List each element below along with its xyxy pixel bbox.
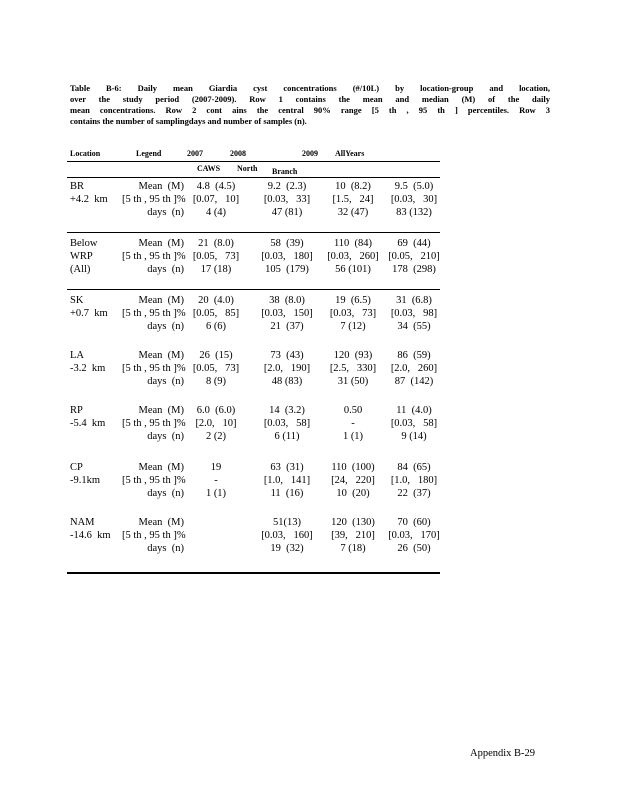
cell-y2008: 19 (32) — [270, 543, 304, 554]
cell-y2009: [1.5, 24] — [332, 194, 374, 205]
cell-y2009: 120 (130) — [331, 517, 375, 528]
cell-loc: -14.6 km — [70, 530, 111, 541]
cell-all: 34 (55) — [397, 321, 431, 332]
cell-y2009: 56 (101) — [335, 264, 371, 275]
cell-legend: Mean (M) — [138, 295, 184, 306]
cell-y2007: 21 (8.0) — [198, 238, 234, 249]
cell-y2007: - — [214, 475, 218, 486]
cell-y2007: 26 (15) — [199, 350, 233, 361]
cell-all: 70 (60) — [397, 517, 431, 528]
cell-legend: Mean (M) — [138, 350, 184, 361]
subheader-caws: CAWS — [197, 164, 221, 173]
cell-all: 69 (44) — [397, 238, 431, 249]
cell-legend: days (n) — [147, 488, 184, 499]
cell-y2009: 0.50 — [343, 405, 363, 416]
cell-y2008: 38 (8.0) — [269, 295, 305, 306]
cell-legend: days (n) — [147, 321, 184, 332]
cell-legend: Mean (M) — [138, 181, 184, 192]
column-header-row — [70, 149, 440, 161]
cell-loc: -3.2 km — [70, 363, 106, 374]
cell-all: 11 (4.0) — [396, 405, 432, 416]
table-bottom-rule — [67, 572, 440, 574]
cell-y2009: 31 (50) — [337, 376, 369, 387]
cell-y2009: 7 (18) — [340, 543, 366, 554]
group-subheader — [70, 164, 440, 176]
cell-y2007: 6.0 (6.0) — [196, 405, 236, 416]
cell-y2007: [0.05, 73] — [192, 363, 240, 374]
cell-y2007: 8 (9) — [205, 376, 227, 387]
cell-y2008: 14 (3.2) — [269, 405, 305, 416]
cell-y2007: 1 (1) — [205, 488, 227, 499]
caption-line: contains the number of samplingdays and number of samples (n). — [70, 116, 307, 126]
subheader-rule — [67, 177, 440, 178]
cell-loc: -9.1km — [70, 475, 101, 486]
cell-y2008: 11 (16) — [270, 488, 304, 499]
cell-y2009: [2.5, 330] — [329, 363, 377, 374]
cell-y2008: [1.0, 141] — [263, 475, 311, 486]
cell-legend: Mean (M) — [138, 405, 184, 416]
group-rule — [67, 289, 440, 290]
cell-y2007: [0.05, 73] — [192, 251, 240, 262]
cell-all: 22 (37) — [397, 488, 431, 499]
cell-loc: LA — [70, 350, 84, 361]
cell-y2007: 6 (6) — [205, 321, 227, 332]
cell-y2009: 120 (93) — [333, 350, 373, 361]
cell-y2007: 4.8 (4.5) — [196, 181, 236, 192]
cell-y2009: 7 (12) — [340, 321, 366, 332]
cell-y2009: 10 (8.2) — [335, 181, 371, 192]
header-2007: 2007 — [187, 149, 203, 158]
cell-legend: days (n) — [147, 376, 184, 387]
cell-all: 9 (14) — [401, 431, 427, 442]
cell-legend: [5 th , 95 th ]% — [122, 194, 186, 205]
cell-y2009: [0.03, 73] — [329, 308, 377, 319]
cell-legend: [5 th , 95 th ]% — [122, 475, 186, 486]
cell-all: [1.0, 180] — [390, 475, 438, 486]
cell-loc: CP — [70, 462, 83, 473]
cell-loc: NAM — [70, 517, 95, 528]
cell-y2008: [2.0, 190] — [263, 363, 311, 374]
cell-y2009: [39, 210] — [331, 530, 375, 541]
cell-all: [0.05, 210] — [388, 251, 440, 262]
header-legend: Legend — [136, 149, 162, 158]
subheader-branch: Branch — [272, 167, 298, 176]
cell-y2008: [0.03, 150] — [261, 308, 313, 319]
cell-y2007: 17 (18) — [200, 264, 232, 275]
cell-y2008: 48 (83) — [271, 376, 303, 387]
caption-line: Table B-6: Daily mean Giardia cyst concentrations (#/10L) by location-group and location, — [70, 83, 550, 93]
cell-legend: [5 th , 95 th ]% — [122, 530, 186, 541]
cell-loc: +0.7 km — [70, 308, 108, 319]
cell-y2007: [2.0, 10] — [195, 418, 237, 429]
cell-legend: [5 th , 95 th ]% — [122, 363, 186, 374]
header-rule — [67, 161, 440, 162]
cell-all: [0.03, 98] — [390, 308, 438, 319]
header-2009: 2009 — [302, 149, 318, 158]
cell-y2009: 110 (100) — [331, 462, 375, 473]
cell-loc: WRP — [70, 251, 93, 262]
cell-y2007: [0.07, 10] — [192, 194, 240, 205]
cell-all: 31 (6.8) — [396, 295, 432, 306]
cell-y2009: 1 (1) — [342, 431, 364, 442]
cell-y2007: [0.05, 85] — [192, 308, 240, 319]
cell-y2009: 10 (20) — [336, 488, 370, 499]
caption-line: over the study period (2007-2009). Row 1 contains the mean and median (M) of the daily — [70, 94, 550, 104]
page-footer: Appendix B-29 — [470, 748, 536, 759]
cell-all: [0.03, 58] — [390, 418, 438, 429]
cell-all: 178 (298) — [392, 264, 436, 275]
cell-legend: Mean (M) — [138, 238, 184, 249]
cell-y2008: 6 (11) — [274, 431, 300, 442]
cell-y2008: 63 (31) — [270, 462, 304, 473]
cell-loc: BR — [70, 181, 85, 192]
cell-loc: Below — [70, 238, 98, 249]
cell-all: 9.5 (5.0) — [394, 181, 434, 192]
cell-y2008: [0.03, 58] — [263, 418, 311, 429]
cell-all: 83 (132) — [396, 207, 432, 218]
table-caption — [70, 83, 550, 127]
cell-y2009: 19 (6.5) — [335, 295, 371, 306]
cell-y2007: 2 (2) — [205, 431, 227, 442]
cell-y2008: 47 (81) — [271, 207, 303, 218]
cell-y2009: [0.03, 260] — [327, 251, 379, 262]
header-2008: 2008 — [230, 149, 246, 158]
cell-y2008: [0.03, 180] — [261, 251, 313, 262]
cell-y2008: 105 (179) — [265, 264, 309, 275]
cell-y2009: 32 (47) — [337, 207, 369, 218]
cell-all: 87 (142) — [394, 376, 434, 387]
cell-legend: [5 th , 95 th ]% — [122, 251, 186, 262]
cell-y2008: 9.2 (2.3) — [267, 181, 307, 192]
cell-legend: days (n) — [147, 207, 184, 218]
cell-legend: days (n) — [147, 543, 184, 554]
cell-legend: [5 th , 95 th ]% — [122, 418, 186, 429]
cell-y2009: - — [351, 418, 355, 429]
cell-all: [2.0, 260] — [390, 363, 438, 374]
cell-y2007: 20 (4.0) — [198, 295, 234, 306]
cell-y2009: [24, 220] — [331, 475, 375, 486]
cell-loc: SK — [70, 295, 84, 306]
cell-y2007: 19 — [210, 462, 222, 473]
header-location: Location — [70, 149, 101, 158]
header-all-years: AllYears — [335, 149, 365, 158]
cell-y2008: 51(13) — [273, 517, 301, 528]
cell-loc: RP — [70, 405, 83, 416]
cell-loc: -5.4 km — [70, 418, 106, 429]
cell-y2008: 58 (39) — [270, 238, 304, 249]
cell-y2007: 4 (4) — [205, 207, 227, 218]
cell-y2008: [0.03, 160] — [261, 530, 313, 541]
cell-legend: days (n) — [147, 264, 184, 275]
cell-all: 84 (65) — [397, 462, 431, 473]
cell-legend: days (n) — [147, 431, 184, 442]
cell-legend: Mean (M) — [138, 517, 184, 528]
caption-line: mean concentrations. Row 2 cont ains the central 90% range [5 th , 95 th ] percentiles. Row 3 — [70, 105, 550, 115]
cell-y2008: [0.03, 33] — [263, 194, 311, 205]
subheader-north: North — [237, 164, 258, 173]
cell-loc: +4.2 km — [70, 194, 108, 205]
cell-all: 26 (50) — [397, 543, 431, 554]
cell-all: [0.03, 170] — [388, 530, 440, 541]
cell-y2008: 21 (37) — [270, 321, 304, 332]
cell-all: [0.03, 30] — [390, 194, 438, 205]
cell-all: 86 (59) — [397, 350, 431, 361]
cell-loc: (All) — [70, 264, 91, 275]
group-rule — [67, 232, 440, 233]
cell-legend: Mean (M) — [138, 462, 184, 473]
cell-legend: [5 th , 95 th ]% — [122, 308, 186, 319]
cell-y2008: 73 (43) — [270, 350, 304, 361]
cell-y2009: 110 (84) — [333, 238, 373, 249]
